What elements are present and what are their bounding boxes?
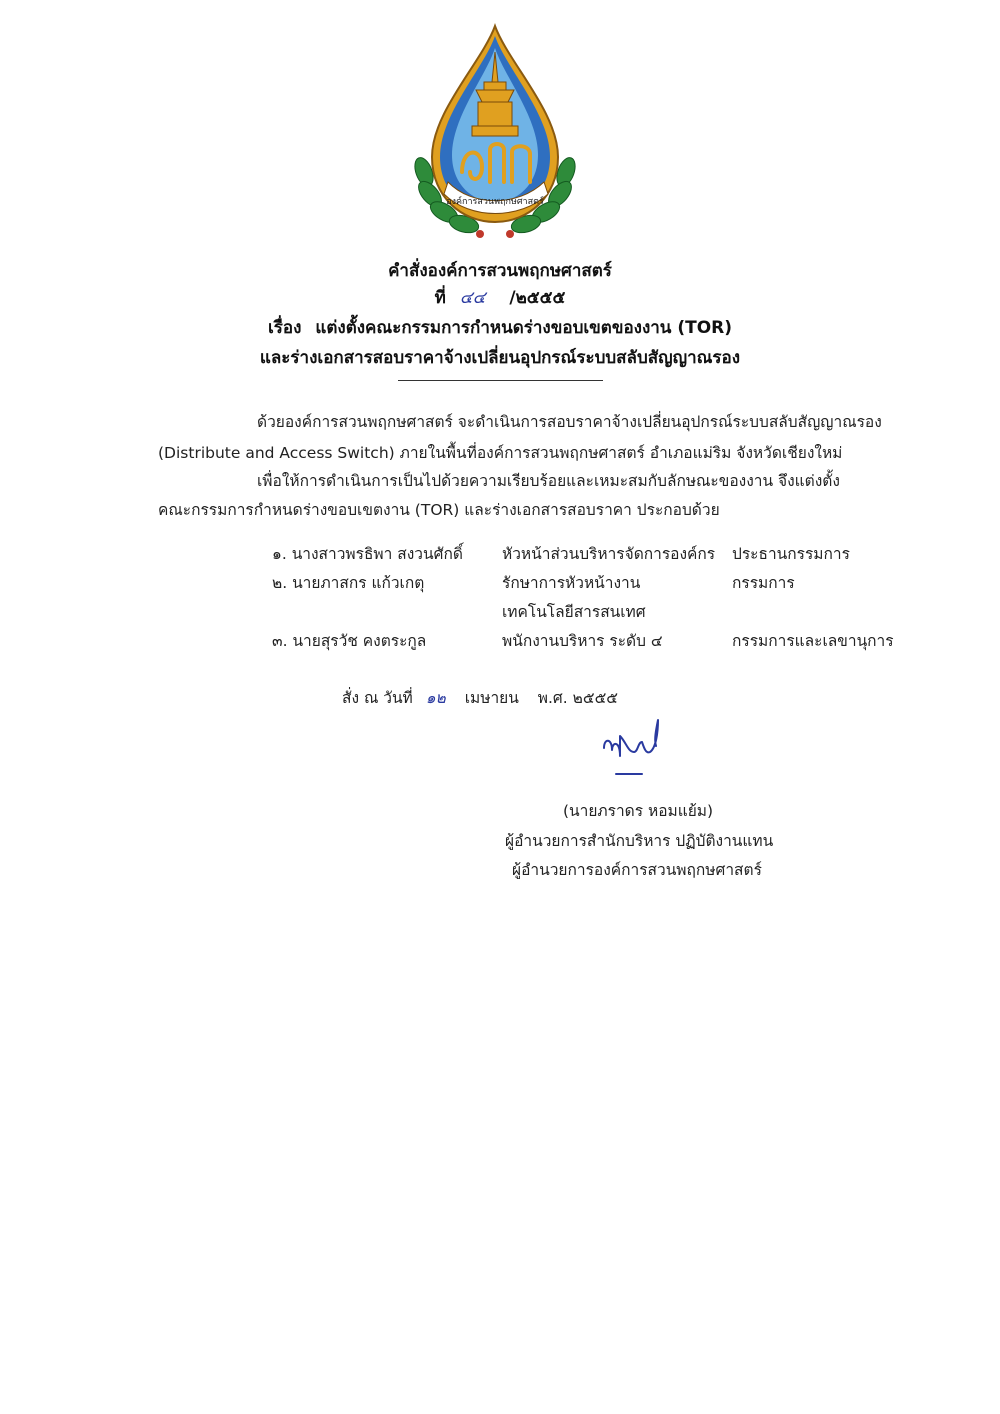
order-date-line	[342, 685, 618, 710]
order-number-year: /๒๕๕๕	[509, 288, 566, 308]
date-day: ๑๒	[425, 689, 446, 707]
order-number-line	[0, 284, 1000, 311]
signer-title-1: ผู้อำนวยการสำนักบริหาร ปฏิบัติงานแทน	[505, 832, 774, 850]
paragraph-1-line-1: ด้วยองค์การสวนพฤกษศาสตร์ จะดำเนินการสอบราคาจ้างเปลี่ยนอุปกรณ์ระบบสลับสัญญาณรอง	[257, 413, 882, 431]
signer-title-2: ผู้อำนวยการองค์การสวนพฤกษศาสตร์	[512, 861, 762, 879]
header-divider	[398, 380, 603, 381]
member-name: ๑. นางสาวพรธิพา สงวนศักดิ์	[272, 545, 463, 563]
member-role: กรรมการ	[732, 574, 795, 592]
member-position: พนักงานบริหาร ระดับ ๔	[502, 632, 663, 650]
signature-icon	[598, 712, 668, 782]
signer-name: (นายภราดร หอมแย้ม)	[563, 802, 714, 820]
subject-line-2: และร่างเอกสารสอบราคาจ้างเปลี่ยนอุปกรณ์ระบบสลับสัญญาณรอง	[259, 348, 741, 368]
member-name: ๒. นายภาสกร แก้วเกตุ	[272, 574, 425, 592]
member-role: ประธานกรรมการ	[732, 545, 850, 563]
paragraph-1-line-2: (Distribute and Access Switch) ภายในพื้นที่องค์การสวนพฤกษศาสตร์ อำเภอแม่ริม จังหวัดเชียงใหม่	[158, 444, 843, 462]
order-number-prefix: ที่	[434, 288, 446, 308]
member-position-cont: เทคโนโลยีสารสนเทศ	[502, 603, 646, 621]
subject-text-1: แต่งตั้งคณะกรรมการกำหนดร่างขอบเขตของงาน (TOR)	[315, 318, 733, 338]
order-number: ๔๔	[459, 288, 486, 308]
member-name: ๓. นายสุรวัช คงตระกูล	[272, 632, 427, 650]
order-title: คำสั่งองค์การสวนพฤกษศาสตร์	[388, 261, 612, 281]
subject-prefix: เรื่อง	[267, 318, 302, 338]
date-month: เมษายน	[464, 689, 519, 707]
seal-banner-text: องค์การสวนพฤกษศาสตร์	[446, 197, 544, 207]
date-year: พ.ศ. ๒๕๕๕	[537, 689, 619, 707]
paragraph-2-line-1: เพื่อให้การดำเนินการเป็นไปด้วยความเรียบร้อยและเหมะสมกับลักษณะของงาน จึงแต่งตั้ง	[257, 472, 840, 490]
member-position: รักษาการหัวหน้างาน	[502, 574, 641, 592]
member-role: กรรมการและเลขานุการ	[732, 632, 894, 650]
subject-line-1	[0, 314, 1000, 341]
seal-emblem-icon	[412, 22, 578, 244]
date-prefix: สั่ง ณ วันที่	[342, 689, 413, 707]
paragraph-2-line-2: คณะกรรมการกำหนดร่างขอบเขตงาน (TOR) และร่างเอกสารสอบราคา ประกอบด้วย	[158, 501, 720, 519]
member-position: หัวหน้าส่วนบริหารจัดการองค์กร	[502, 545, 716, 563]
